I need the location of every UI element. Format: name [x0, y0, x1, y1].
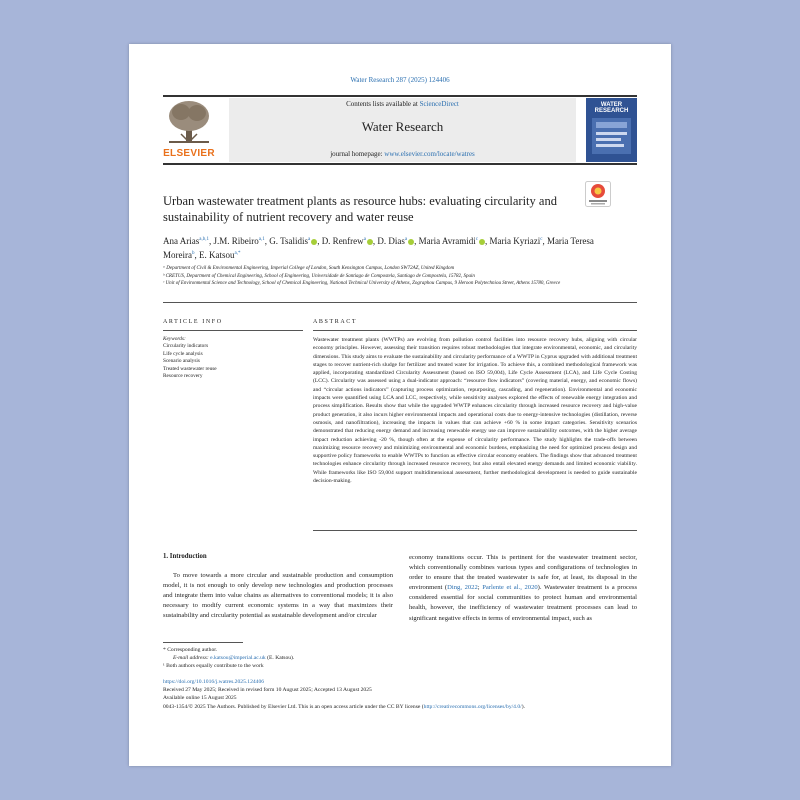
author-name[interactable]: J.M. Ribeiro [213, 236, 259, 246]
author-affiliation-marker[interactable]: b [192, 251, 195, 256]
author-affiliation-marker[interactable]: c [475, 237, 478, 242]
check-for-updates-badge[interactable] [585, 181, 611, 207]
license-prefix: 0043-1354/© 2025 The Authors. Published by Elsevier Ltd. This is an open access article under the CC BY license ( [163, 703, 424, 710]
author [199, 250, 240, 260]
abstract-text: Wastewater treatment plants (WWTPs) are evolving from pollution control facilities into resource recovery hubs, aligning with circular economy principles. However, assessing their transition requires robust methodologies that integrate environmental, economic, and circularity dimensions. This study aims to evaluate the sustainability and circularity performance of a WWTP in Cyprus upgraded with additional treatment stages to recover nutrient-rich sludge for fertilizer and treated water for irrigation. To achieve this, a combined methodological framework was applied, incorporating standardized Circularity Assessment (based on ISO 59,004), Life Cycle Assessment (LCA), and Life Cycle Costing (LCC). Circularity was assessed using a dual-indicator approach: “resource flow indicators” (covering material, energy, and economic flows) and “circular actions indicators” (capturing process optimization, repurposing, cascading, and regeneration). Environmental and economic impacts were quantified using LCA and LCC, respectively, while sensitivity analyses explored the effects of renewable energy integration and process simplification. Results show that while the upgraded WWTP enhances circularity through increased resource recovery and high-value product generation, it also incurs higher environmental impacts and operational costs due to energy-intensive technologies (distillation, reverse osmosis, and nanofiltration), increasing the impacts in values that can achieve +60 % in some impact categories. Sensitivity scenarios demonstrated that reducing energy demand and increasing renewable energy use can improve sustainability outcomes, with the higher average impact reduction achieving -20 %, though often at the expense of circularity performance. The study highlights the trade-offs between maximizing resource recovery and minimizing environmental and economic burdens, emphasizing the need for optimized process design and supportive policy frameworks to enable WWTPs to function as effective circular economy enablers. The findings show that advanced treatment technologies enhance circularity through increased resource recovery, but also entail elevated energy demands and limited economic viability. While frameworks like ISO 59,004 support multidimensional assessment, further methodological development is needed to guide sustainable decision-making. [313, 337, 637, 485]
introduction-column-1: To move towards a more circular and sustainable production and consumption model, it is not enough to only develop new technologies and production processes and integrate them into value chains as alternatives to conventional models; it is also necessary to modify current economic systems in a way that maximizes their sustainability and circularity potential as sustainable development and/or circular [163, 572, 393, 620]
author-separator: , [414, 236, 419, 246]
publisher-logo-text: ELSEVIER [163, 148, 215, 159]
email-line [163, 654, 463, 662]
author-separator: , [484, 236, 490, 246]
affiliation-a: ᵃ Department of Civil & Environmental Engineering, Imperial College of London, South Kensington Campus, London SW72AZ, United Kingdom [163, 266, 455, 271]
keywords-block [163, 336, 303, 380]
keyword-item: Treated wastewater reuse [163, 365, 217, 372]
article-info-heading: ARTICLE INFO [163, 319, 223, 325]
author-affiliation-marker[interactable]: c [540, 237, 543, 242]
author [213, 236, 269, 246]
email-suffix: (E. Katsou). [265, 655, 295, 661]
footnote-rule [163, 642, 243, 643]
author [163, 236, 213, 246]
author-affiliation-marker[interactable]: a [404, 237, 408, 242]
received-dates: Received 27 May 2025; Received in revised form 10 August 2025; Accepted 13 August 2025 [163, 687, 372, 694]
author [377, 236, 418, 246]
author-affiliation-marker[interactable]: a,b,1 [199, 237, 209, 242]
keywords-label: Keywords: [163, 336, 186, 342]
header-rule-bottom [163, 163, 637, 165]
author-affiliation-marker[interactable]: a [363, 237, 366, 242]
abstract-rule [313, 330, 637, 331]
article-info-rule [163, 330, 303, 331]
cover-art-icon [586, 114, 637, 162]
introduction-column-2 [409, 553, 637, 624]
keyword-item: Resource recovery [163, 373, 203, 380]
email-link[interactable]: e.katsou@imperial.ac.uk [210, 655, 266, 661]
keyword-item: Life cycle analysis [163, 350, 203, 357]
journal-name: Water Research [361, 119, 444, 134]
author-separator: , [208, 236, 214, 246]
keyword-item: Circularity indicators [163, 343, 209, 350]
author [489, 236, 546, 246]
article-page [129, 44, 671, 766]
reference-link[interactable]: Parlente et al., 2020 [482, 584, 538, 592]
journal-cover-image [586, 98, 637, 162]
author-list [163, 234, 623, 262]
check-updates-icon [585, 181, 611, 207]
affiliation-b: ᵇ CRETUS, Department of Chemical Engineering, School of Engineering, Universidade de Santiago de Compostela, Santiago de Compostela, 15782, Spain [163, 273, 475, 279]
tree-icon [163, 98, 215, 148]
author-separator: , [542, 236, 547, 246]
header-rule-top [163, 95, 637, 97]
intro-text: ; [477, 584, 483, 592]
abstract-end-rule [313, 530, 637, 531]
author-separator: , [264, 236, 270, 246]
author-name[interactable]: D. Dias [377, 236, 405, 246]
author-name[interactable]: Maria Avramidi [418, 236, 476, 246]
author-name[interactable]: E. Katsou [199, 250, 235, 260]
article-title: Urban wastewater treatment plants as resource hubs: evaluating circularity and sustainability of nutrient recovery and water reuse [163, 194, 557, 224]
publication-info [163, 678, 637, 711]
cover-title: WATER RESEARCH [594, 102, 629, 114]
author-name[interactable]: Maria Teresa Moreira [163, 236, 594, 260]
footnotes [163, 646, 463, 670]
section-rule [163, 302, 637, 303]
intro-text: economy transitions occur. This is pertinent for the wastewater treatment sector, which conventionally combines various types and configurations of technologies in order to ensure that the treated wastewater is safe for, at least, its disposal in the environment ( [409, 554, 637, 592]
homepage-prefix: journal homepage: [330, 150, 385, 158]
author-name[interactable]: Maria Kyriazi [489, 236, 541, 246]
doi-link[interactable]: https://doi.org/10.1016/j.watres.2025.124406 [163, 679, 265, 685]
license-link[interactable]: http://creativecommons.org/licenses/by/4.0/ [423, 703, 522, 710]
author-separator: , [317, 236, 322, 246]
available-date: Available online 15 August 2025 [163, 695, 237, 702]
author [322, 236, 378, 246]
author [419, 236, 490, 246]
author-affiliation-marker[interactable]: a,1 [258, 237, 265, 242]
author-affiliation-marker[interactable]: a,* [234, 251, 241, 256]
author-name[interactable]: G. Tsalidis [269, 236, 308, 246]
license-line [163, 703, 637, 711]
email-label: E-mail address: [173, 655, 211, 661]
intro-text: ). Wastewater treatment is a process considered essential for social communities to protect human and environmental health, however, the inefficiency of wastewater treatment processes can lead to significant negative effects in terms of environmental impact, such as [409, 584, 638, 622]
license-suffix: ). [521, 703, 525, 710]
affiliations [163, 265, 637, 288]
abstract-heading: ABSTRACT [313, 319, 358, 325]
reference-link[interactable]: Ding, 2022 [447, 584, 478, 592]
author-name[interactable]: Ana Arias [163, 236, 200, 246]
citation-link[interactable]: Water Research 287 (2025) 124406 [350, 76, 450, 84]
introduction-heading: 1. Introduction [163, 553, 207, 560]
keyword-item: Scenario analysis [163, 358, 200, 365]
author-name[interactable]: D. Renfrew [321, 236, 364, 246]
author [269, 236, 321, 246]
affiliation-c: ᶜ Unit of Environmental Science and Technology, School of Chemical Engineering, National Technical University of Athens, Zographou Campus, 9 Heroon Polytechniou Street, Athens 15780, Greece [163, 281, 561, 287]
equal-contribution-note: ¹ Both authors equally contribute to the work [163, 663, 264, 669]
contents-line [229, 100, 576, 108]
author-separator: , [372, 236, 378, 246]
homepage-link[interactable]: www.elsevier.com/locate/watres [384, 150, 475, 158]
corresponding-note: * Corresponding author. [163, 647, 218, 653]
contents-prefix: Contents lists available at [346, 100, 420, 108]
author-separator: , [194, 250, 199, 260]
sciencedirect-link[interactable]: ScienceDirect [419, 100, 459, 108]
homepage-line [229, 150, 576, 158]
author-affiliation-marker[interactable]: a [307, 237, 311, 242]
